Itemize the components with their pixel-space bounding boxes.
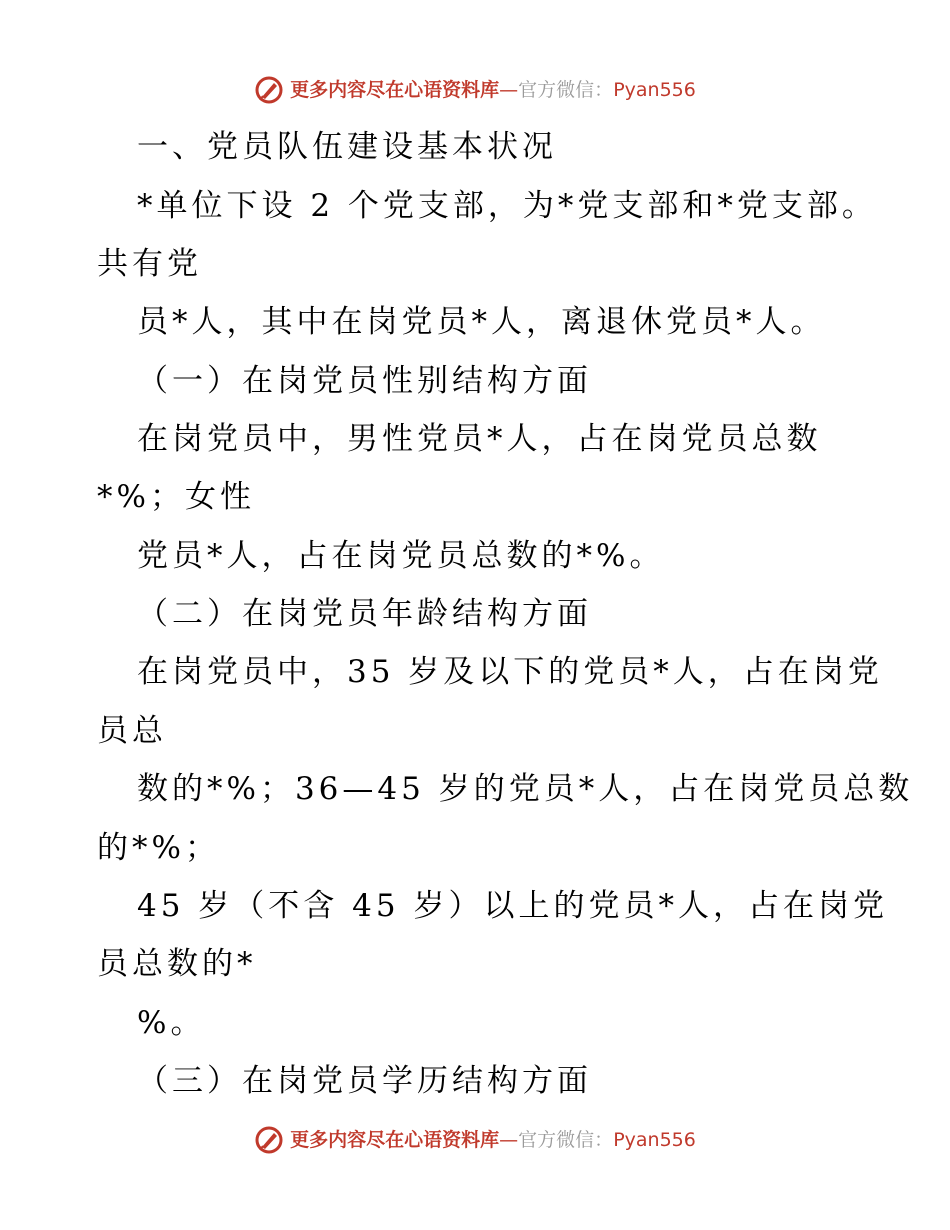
paragraph-line: 在岗党员中，35 岁及以下的党员*人，占在岗党: [137, 654, 883, 690]
subsection-heading: （三）在岗党员学历结构方面: [137, 1063, 592, 1099]
paragraph-line: *%；女性: [97, 479, 255, 515]
footer-highlight: 更多内容尽在心语资料库: [290, 1128, 500, 1151]
paragraph-line: 在岗党员中，男性党员*人，占在岗党员总数: [137, 421, 822, 457]
header-wechat-label: 官方微信：: [518, 78, 614, 101]
quill-logo-icon: [254, 75, 284, 105]
header-wechat-id: Pyan556: [613, 78, 696, 101]
paragraph-line: 数的*%；36—45 岁的党员*人，占在岗党员总数: [137, 771, 914, 807]
footer-banner: [0, 1120, 950, 1160]
header-highlight: 更多内容尽在心语资料库: [290, 78, 500, 101]
footer-text: [290, 1128, 696, 1151]
paragraph-line: 共有党: [97, 246, 202, 282]
header-dash: —: [499, 78, 519, 101]
header-banner: [0, 70, 950, 110]
subsection-heading: （一）在岗党员性别结构方面: [137, 363, 592, 399]
paragraph-line: 党员*人，占在岗党员总数的*%。: [137, 538, 665, 574]
footer-dash: —: [499, 1128, 519, 1151]
paragraph-line: 的*%；: [97, 830, 220, 866]
footer-wechat-id: Pyan556: [613, 1128, 696, 1151]
paragraph-line: 员总: [97, 713, 167, 749]
subsection-heading: （二）在岗党员年龄结构方面: [137, 596, 592, 632]
paragraph-line: 员总数的*: [97, 946, 257, 982]
header-text: [290, 78, 696, 101]
paragraph-line: %。: [137, 1005, 206, 1041]
section-heading: 一、党员队伍建设基本状况: [137, 129, 557, 165]
paragraph-line: 45 岁（不含 45 岁）以上的党员*人，占在岗党: [137, 888, 888, 924]
paragraph-line: *单位下设 2 个党支部，为*党支部和*党支部。: [137, 188, 877, 224]
quill-logo-icon: [254, 1125, 284, 1155]
footer-wechat-label: 官方微信：: [518, 1128, 614, 1151]
paragraph-line: 员*人，其中在岗党员*人，离退休党员*人。: [137, 304, 826, 340]
